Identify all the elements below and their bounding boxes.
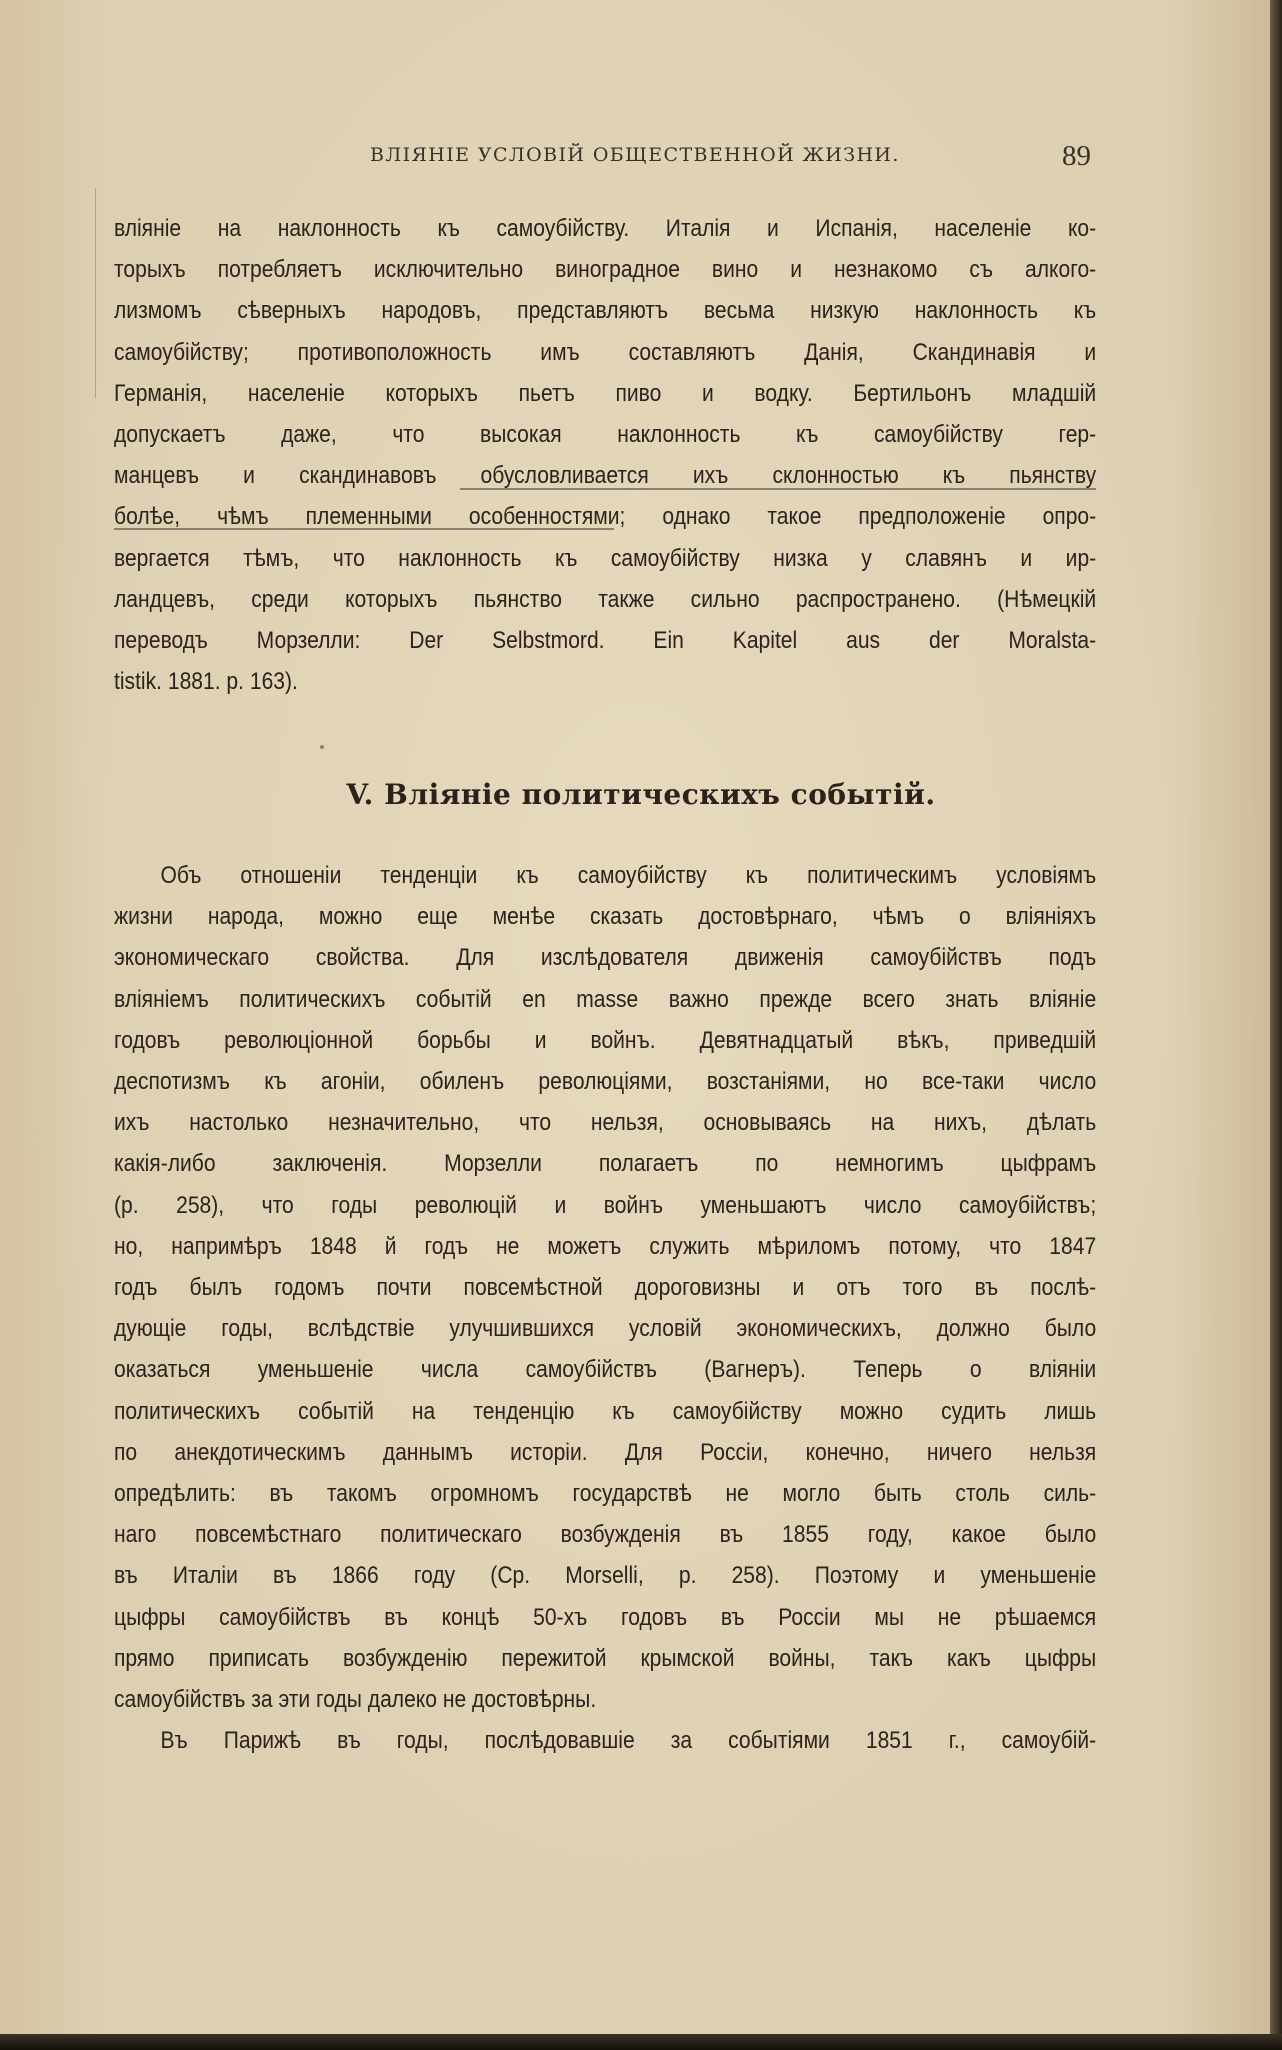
text-line: дующіе годы, вслѣдствіе улучшившихся условій экономическихъ, должно было — [114, 1315, 1097, 1343]
text-line: tistik. 1881. p. 163). — [114, 668, 298, 696]
page-number: 89 — [1062, 140, 1091, 172]
text-line: политическихъ событій на тенденцію къ самоубійству можно судить лишь — [114, 1397, 1097, 1425]
text-line: лизмомъ сѣверныхъ народовъ, представляютъ весьма низкую наклонность къ — [114, 297, 1097, 325]
text-line: самоубійствъ за эти годы далеко не достовѣрны. — [114, 1686, 597, 1714]
text-line: въ Италіи въ 1866 году (Ср. Morselli, p. 258). Поэтому и уменьшеніе — [114, 1562, 1097, 1590]
text-line: торыхъ потребляетъ исключительно виноградное вино и незнакомо съ алкого- — [114, 256, 1097, 284]
book-bottom-edge — [0, 2034, 1282, 2050]
text-line: переводъ Морзелли: Der Selbstmord. Ein Kapitel aus der Moralsta- — [114, 627, 1097, 655]
running-title: ВЛІЯНІЕ УСЛОВІЙ ОБЩЕСТВЕННОЙ ЖИЗНИ. — [370, 144, 900, 166]
footnote-text — [114, 208, 1096, 702]
text-line: жизни народа, можно еще менѣе сказать достовѣрнаго, чѣмъ о вліяніяхъ — [114, 903, 1097, 931]
book-edge-shadow — [1270, 0, 1282, 2050]
text-line: болѣе, чѣмъ племенными особенностями; однако такое предположеніе опро- — [114, 503, 1097, 531]
text-line: но, напримѣръ 1848 й годъ не можетъ служить мѣриломъ потому, что 1847 — [114, 1232, 1097, 1260]
paper-speck — [320, 745, 324, 749]
running-header — [0, 140, 1282, 174]
body-text — [114, 855, 1096, 1761]
pencil-margin-mark — [95, 188, 99, 398]
text-line: вліяніемъ политическихъ событій en masse важно прежде всего знать вліяніе — [114, 985, 1097, 1013]
text-line: ихъ настолько незначительно, что нельзя, основываясь на нихъ, дѣлать — [114, 1109, 1097, 1137]
text-line: наго повсемѣстнаго политическаго возбужденія въ 1855 году, какое было — [114, 1521, 1097, 1549]
text-line: какія-либо заключенія. Морзелли полагаетъ по немногимъ цыфрамъ — [114, 1150, 1097, 1178]
text-line: деспотизмъ къ агоніи, обиленъ революціями, возстаніями, но все-таки число — [114, 1068, 1097, 1096]
text-line: Въ Парижѣ въ годы, послѣдовавшіе за событіями 1851 г., самоубій- — [160, 1727, 1097, 1755]
text-line: допускаетъ даже, что высокая наклонность къ самоубійству гер- — [114, 421, 1097, 449]
text-line: (p. 258), что годы революцій и войнъ уменьшаютъ число самоубійствъ; — [114, 1191, 1097, 1219]
text-line: самоубійству; противоположность имъ составляютъ Данія, Скандинавія и — [114, 338, 1097, 366]
text-line: экономическаго свойства. Для изслѣдователя движенія самоубійствъ подъ — [114, 944, 1097, 972]
text-line: вліяніе на наклонность къ самоубійству. Италія и Испанія, населеніе ко- — [114, 215, 1097, 242]
text-line: цыфры самоубійствъ въ концѣ 50-хъ годовъ въ Россіи мы не рѣшаемся — [114, 1603, 1097, 1631]
text-line: вергается тѣмъ, что наклонность къ самоубійству низка у славянъ и ир- — [114, 544, 1097, 572]
text-line: оказаться уменьшеніе числа самоубійствъ (Вагнеръ). Теперь о вліяніи — [114, 1356, 1097, 1384]
text-line: прямо приписать возбужденію пережитой крымской войны, такъ какъ цыфры — [114, 1644, 1097, 1672]
text-line: Объ отношеніи тенденціи къ самоубійству къ политическимъ условіямъ — [160, 862, 1097, 889]
text-line: опредѣлить: въ такомъ огромномъ государствѣ не могло быть столь силь- — [114, 1480, 1097, 1508]
text-line: годовъ революціонной борьбы и войнъ. Девятнадцатый вѣкъ, приведшій — [114, 1026, 1097, 1054]
section-heading: V. Вліяніе политическихъ событій. — [346, 778, 936, 811]
text-line: ландцевъ, среди которыхъ пьянство также сильно распространено. (Нѣмецкій — [114, 585, 1097, 613]
text-line: по анекдотическимъ даннымъ исторіи. Для Россіи, конечно, ничего нельзя — [114, 1438, 1097, 1466]
text-line: годъ былъ годомъ почти повсемѣстной дороговизны и отъ того въ послѣ- — [114, 1274, 1097, 1302]
text-line: манцевъ и скандинавовъ обусловливается ихъ склонностью къ пьянству — [114, 462, 1097, 490]
text-line: Германія, населеніе которыхъ пьетъ пиво и водку. Бертильонъ младшій — [114, 379, 1097, 407]
